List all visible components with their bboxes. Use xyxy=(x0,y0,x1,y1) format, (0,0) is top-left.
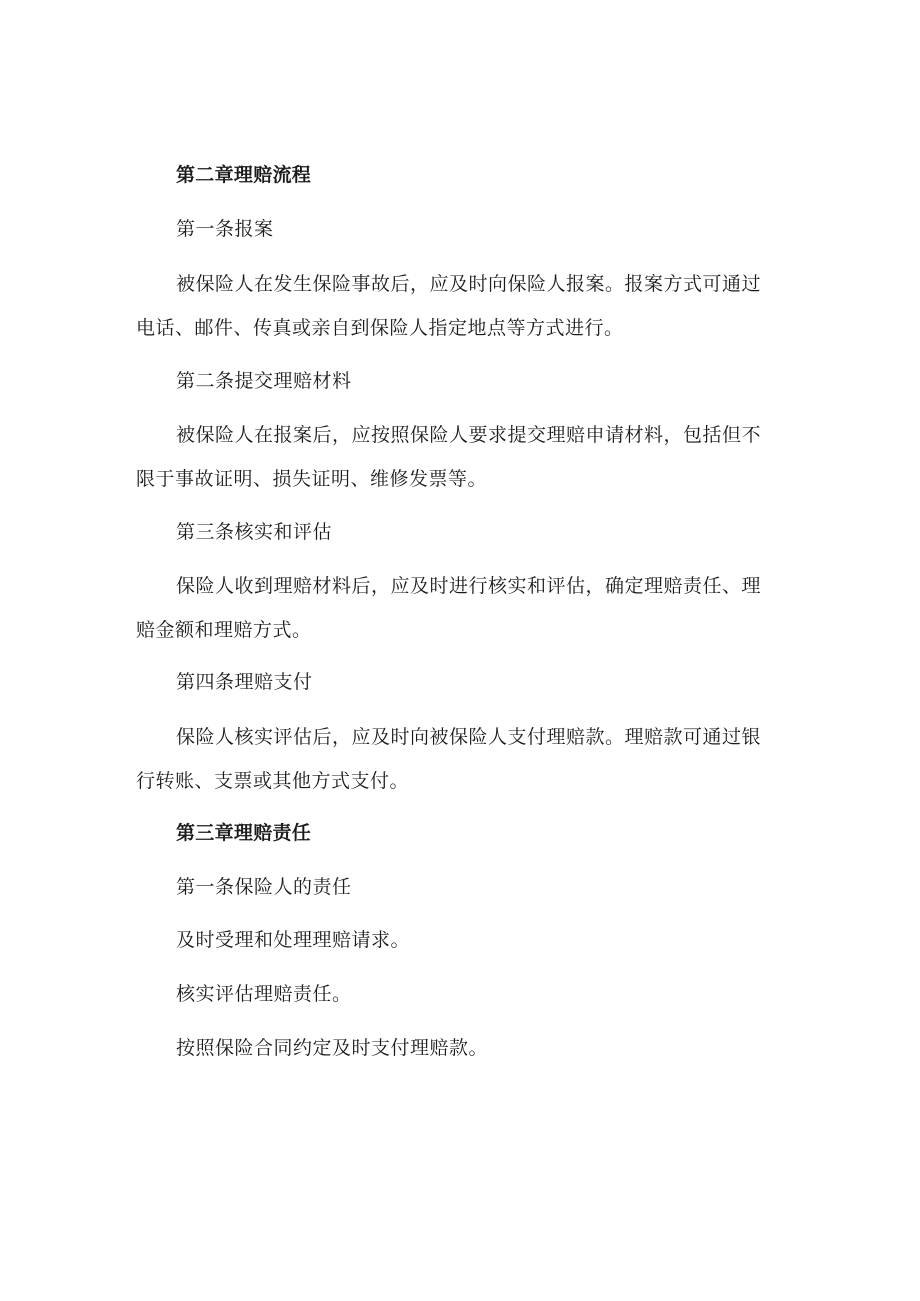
article-2-1-line-1: 被保险人在发生保险事故后，应及时向保险人报案。报案方式可通过 xyxy=(176,273,762,295)
chapter-3-title: 第三章理赔责任 xyxy=(176,822,312,844)
article-2-1-body xyxy=(136,262,786,350)
article-2-2-title: 第二条提交理赔材料 xyxy=(176,370,352,392)
article-2-1-title: 第一条报案 xyxy=(176,218,274,240)
article-3-1-title: 第一条保险人的责任 xyxy=(176,876,352,898)
article-2-2-line-2: 限于事故证明、损失证明、维修发票等。 xyxy=(136,468,488,490)
article-2-2-body xyxy=(136,413,786,501)
article-2-3-line-1: 保险人收到理赔材料后，应及时进行核实和评估，确定理赔责任、理 xyxy=(176,575,762,597)
article-2-4-title: 第四条理赔支付 xyxy=(176,671,313,693)
list-item: 按照保险合同约定及时支付理赔款。 xyxy=(176,1037,489,1059)
list-item: 核实评估理赔责任。 xyxy=(176,983,352,1005)
article-2-3-line-2: 赔金额和理赔方式。 xyxy=(136,619,312,641)
article-2-1-line-2: 电话、邮件、传真或亲自到保险人指定地点等方式进行。 xyxy=(136,317,624,339)
article-2-3-body xyxy=(136,564,786,652)
article-2-4-line-2: 行转账、支票或其他方式支付。 xyxy=(136,770,410,792)
list-item: 及时受理和处理理赔请求。 xyxy=(176,929,411,951)
chapter-2-title: 第二章理赔流程 xyxy=(176,164,312,186)
article-2-4-line-1: 保险人核实评估后，应及时向被保险人支付理赔款。理赔款可通过银 xyxy=(176,726,762,748)
article-2-3-title: 第三条核实和评估 xyxy=(176,521,333,543)
article-2-4-body xyxy=(136,715,786,803)
article-2-2-line-1: 被保险人在报案后，应按照保险人要求提交理赔申请材料，包括但不 xyxy=(176,424,762,446)
